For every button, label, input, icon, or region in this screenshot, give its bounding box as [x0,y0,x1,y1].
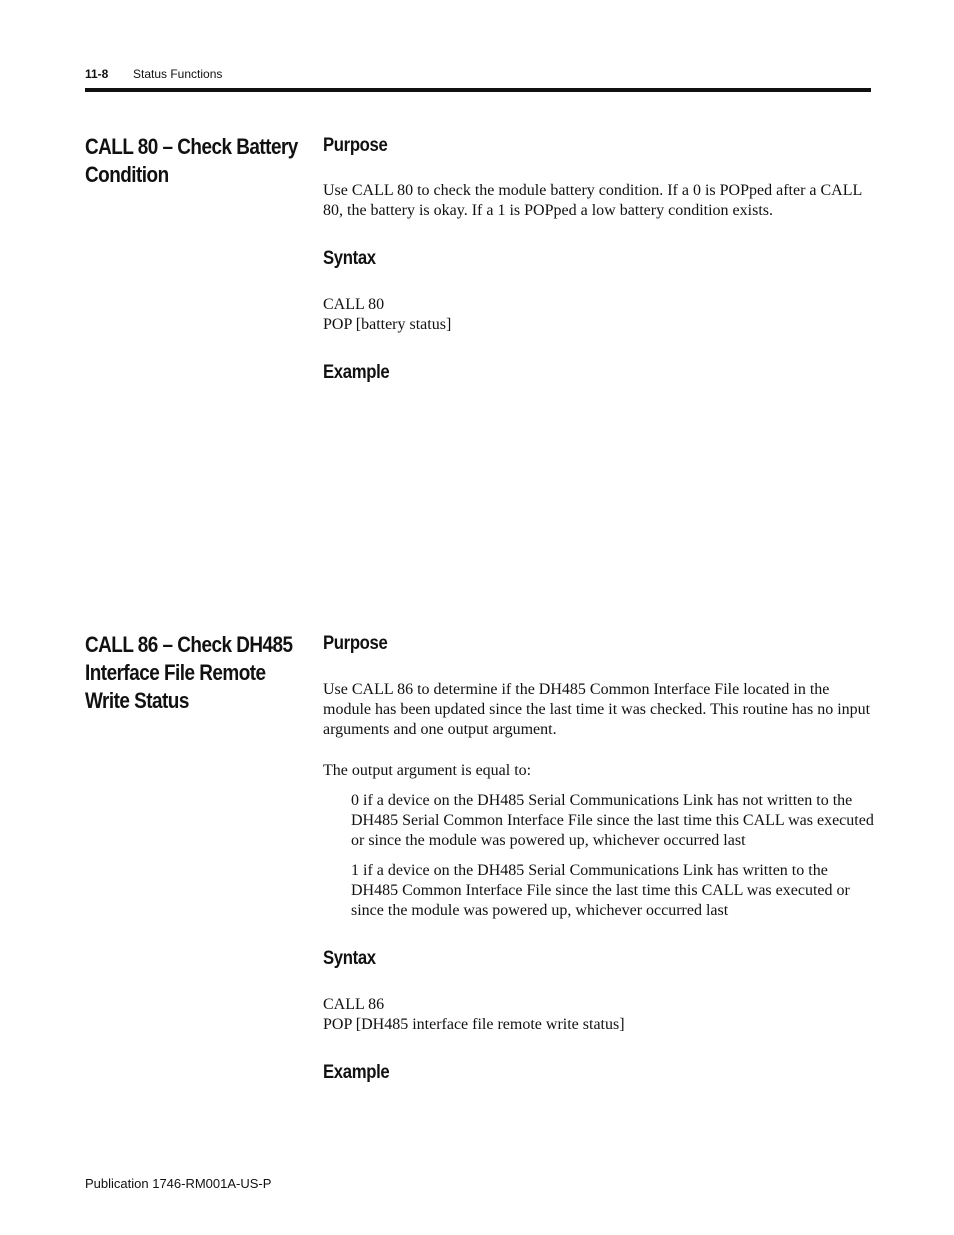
call86-syntax-line: POP [DH485 interface file remote write status] [323,1016,625,1033]
call80-title: CALL 80 – Check Battery Condition [85,134,298,187]
call86-purpose-heading: Purpose [323,633,388,654]
call80-syntax-line: POP [battery status] [323,316,452,333]
call86-example-heading: Example [323,1062,390,1083]
call80-syntax-line: CALL 80 [323,296,385,313]
page-number: 11-8 [85,67,109,81]
call80-syntax-heading: Syntax [323,248,376,269]
call86-purpose-text: Use CALL 86 to determine if the DH485 Common Interface File located in the module has been updated since the last time it was checked. This routine has no input arguments and one output argument. [323,681,871,738]
page-header [85,67,223,81]
call86-title: CALL 86 – Check DH485 Interface File Remote Write Status [85,632,293,713]
call80-purpose-heading: Purpose [323,135,388,156]
call86-syntax-heading: Syntax [323,948,376,969]
call80-example-heading: Example [323,362,390,383]
call86-output-intro: The output argument is equal to: [323,762,532,779]
publication-footer: Publication 1746-RM001A-US-P [85,1176,272,1191]
call86-syntax-line: CALL 86 [323,996,385,1013]
section-title: Status Functions [133,67,223,81]
call80-syntax-block [323,295,451,335]
call86-output-item-0: 0 if a device on the DH485 Serial Communications Link has not written to the DH485 Serial Common Interface File since the last time this CALL was executed or since the module was powered up, whichever occurred last [351,792,874,849]
call86-output-item-1: 1 if a device on the DH485 Serial Communications Link has written to the DH485 Common Interface File since the last time this CALL was executed or since the module was powered up, whichever occurred last [351,862,850,919]
header-rule [85,88,871,92]
call80-purpose-text: Use CALL 80 to check the module battery condition. If a 0 is POPped after a CALL 80, the battery is okay. If a 1 is POPped a low battery condition exists. [323,182,862,219]
call86-syntax-block [323,995,625,1035]
